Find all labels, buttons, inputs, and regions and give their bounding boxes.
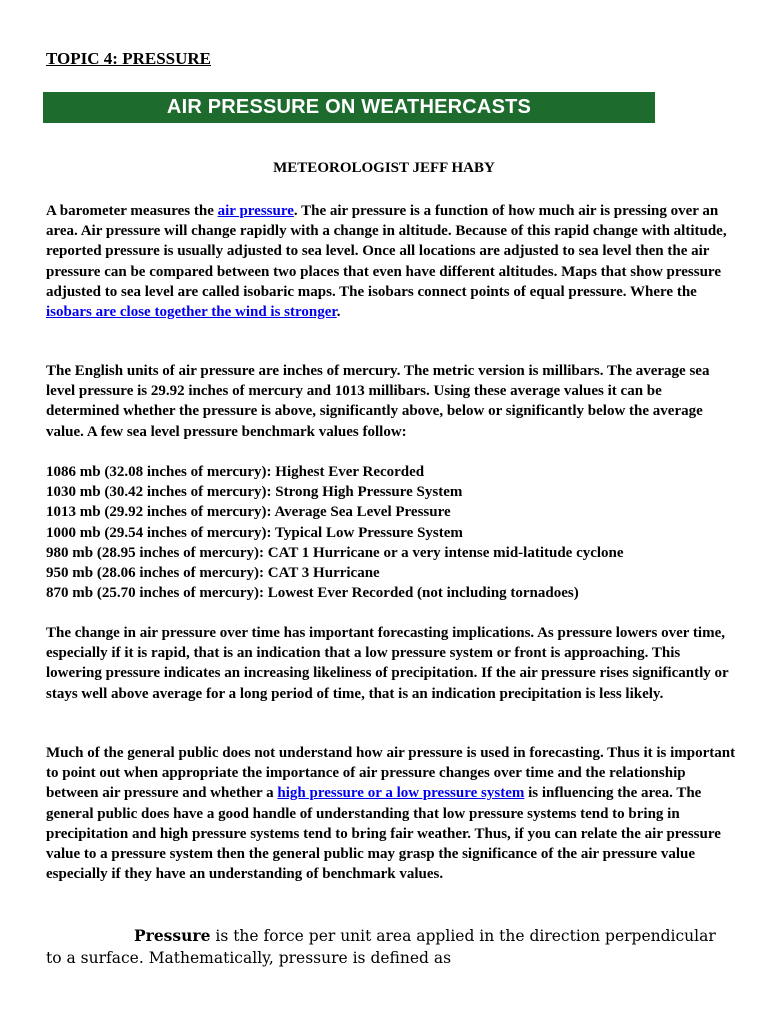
definition-term: Pressure (134, 926, 211, 945)
benchmark-list (46, 462, 736, 603)
paragraph-barometer (46, 201, 736, 322)
list-item: 1013 mb (29.92 inches of mercury): Average Sea Level Pressure (46, 504, 451, 521)
paragraph-units: The English units of air pressure are inches of mercury. The metric version is millibars. The average sea level pressure is 29.92 inches of mercury and 1013 millibars. Using these average values it can be determined whether the pressure is above, significantly above, below or significantly below the average value. A few sea level pressure benchmark values follow: (46, 363, 710, 440)
list-item: 1000 mb (29.54 inches of mercury): Typical Low Pressure System (46, 524, 463, 541)
list-item: 1030 mb (30.42 inches of mercury): Strong High Pressure System (46, 484, 463, 501)
paragraph-text: Much of the general public does not understand how air pressure is used in forecasting. Thus it is important to point out when appropriate the importance of air pressure changes over time and the relationship between air pressure and whether a (46, 745, 736, 802)
list-item: 870 mb (25.70 inches of mercury): Lowest Ever Recorded (not including tornadoes) (46, 585, 579, 602)
list-item: 950 mb (28.06 inches of mercury): CAT 3 Hurricane (46, 565, 380, 582)
section-banner (43, 92, 655, 123)
pressure-system-link[interactable]: high pressure or a low pressure system (277, 785, 525, 802)
paragraph-forecasting: The change in air pressure over time has important forecasting implications. As pressure lowers over time, especially if it is rapid, that is an indication that a low pressure system or front is approaching. This lowering pressure indicates an increasing likeliness of precipitation. If the air pressure rises significantly or stays well above average for a long period of time, that is an indication precipitation is less likely. (46, 625, 729, 702)
paragraph-public (46, 743, 736, 884)
air-pressure-link[interactable]: air pressure (217, 203, 294, 219)
paragraph-text: A barometer measures the (46, 203, 218, 219)
paragraph-text: is influencing the area. The general public does have a good handle of understanding that low pressure systems tend to bring in precipitation and high pressure systems tend to bring fair weather. Thus, if you can relate the air pressure value to a pressure system then the general public may grasp the significance of the air pressure value especially if they have an understanding of benchmark values. (46, 785, 721, 883)
topic-heading: TOPIC 4: PRESSURE (46, 49, 211, 68)
list-item: 980 mb (28.95 inches of mercury): CAT 1 Hurricane or a very intense mid-latitude cyclone (46, 544, 624, 561)
isobars-wind-link[interactable]: isobars are close together the wind is stronger (46, 304, 337, 321)
definition-text: is the force per unit area applied in the direction perpendicular to a surface. Mathematically, pressure is defined as (46, 927, 716, 967)
banner-title: AIR PRESSURE ON WEATHERCASTS (166, 96, 532, 118)
paragraph-text: . The air pressure is a function of how much air is pressing over an area. Air pressure will change rapidly with a change in altitude. Because of this rapid change with altitude, reported pressure is usually adjusted to sea level. Once all locations are adjusted to sea level then the air pressure can be compared between two places that even have different altitudes. Maps that show pressure adjusted to sea level are called isobaric maps. The isobars connect points of equal pressure. Where the (46, 203, 727, 300)
paragraph-text: . (336, 304, 341, 321)
pressure-definition (46, 925, 736, 969)
list-item: 1086 mb (32.08 inches of mercury): Highest Ever Recorded (46, 464, 425, 480)
author-byline: METEOROLOGIST JEFF HABY (273, 160, 495, 176)
